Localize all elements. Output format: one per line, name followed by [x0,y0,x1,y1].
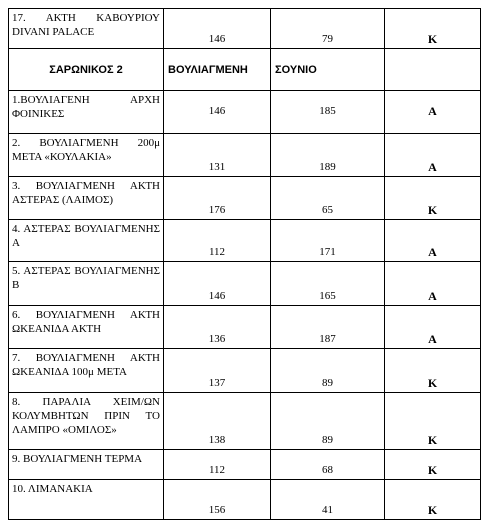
table-row [9,134,481,177]
beach-name: 10. ΛΙΜΑΝΑΚΙΑ [9,480,164,520]
quality-class: A [385,306,481,349]
table-row [9,220,481,262]
voulagmeni-value: 176 [164,177,271,220]
quality-class: A [385,134,481,177]
table-row [9,91,481,134]
sounio-value: 165 [271,262,385,306]
sounio-value: 171 [271,220,385,262]
beach-water-quality-table [8,8,481,520]
beach-name: 2. ΒΟΥΛΙΑΓΜΕΝΗ 200μ ΜΕΤΑ «ΚΟΥΛΑΚΙΑ» [9,134,164,177]
sounio-value: 65 [271,177,385,220]
sounio-value: 79 [271,9,385,49]
beach-name: 1.ΒΟΥΛΙΑΓΕΝΗ ΑΡΧΗ ΦΟΙΝΙΚΕΣ [9,91,164,134]
beach-name: 17. ΑΚΤΗ ΚΑΒΟΥΡΙΟΥ DIVANI PALACE [9,9,164,49]
quality-class: A [385,91,481,134]
sounio-value: 189 [271,134,385,177]
voulagmeni-value: 146 [164,9,271,49]
voulagmeni-value: 137 [164,349,271,393]
voulagmeni-value: 112 [164,450,271,480]
quality-class: K [385,450,481,480]
quality-class: K [385,9,481,49]
beach-name: 8. ΠΑΡΑΛΙΑ ΧΕΙΜ/ΩΝ ΚΟΛΥΜΒΗΤΩΝ ΠΡΙΝ ΤΟ ΛΑΜΠΡΟ «ΟΜΙΛΟΣ» [9,393,164,450]
table-row [9,480,481,520]
quality-class: K [385,393,481,450]
section-header-row [9,49,481,91]
section-title: ΣΑΡΩΝΙΚΟΣ 2 [9,49,164,91]
sounio-value: 68 [271,450,385,480]
quality-class: K [385,349,481,393]
quality-class: K [385,177,481,220]
beach-name: 3. ΒΟΥΛΙΑΓΜΕΝΗ ΑΚΤΗ ΑΣΤΕΡΑΣ (ΛΑΙΜΟΣ) [9,177,164,220]
beach-name: 4. ΑΣΤΕΡΑΣ ΒΟΥΛΙΑΓΜΕΝΗΣ Α [9,220,164,262]
quality-class: A [385,220,481,262]
voulagmeni-value: 136 [164,306,271,349]
voulagmeni-value: 146 [164,91,271,134]
voulagmeni-value: 156 [164,480,271,520]
table-row [9,450,481,480]
sounio-value: 41 [271,480,385,520]
table-row [9,177,481,220]
sounio-value: 185 [271,91,385,134]
quality-class: K [385,480,481,520]
table-row [9,9,481,49]
table-row [9,393,481,450]
voulagmeni-value: 146 [164,262,271,306]
column-header-voulagmeni: ΒΟΥΛΙΑΓΜΕΝΗ [164,49,271,91]
beach-name: 7. ΒΟΥΛΙΑΓΜΕΝΗ ΑΚΤΗ ΩΚΕΑΝΙΔΑ 100μ ΜΕΤΑ [9,349,164,393]
table-row [9,306,481,349]
column-header-class [385,49,481,91]
sounio-value: 89 [271,349,385,393]
quality-class: A [385,262,481,306]
beach-name: 5. ΑΣΤΕΡΑΣ ΒΟΥΛΙΑΓΜΕΝΗΣ Β [9,262,164,306]
voulagmeni-value: 131 [164,134,271,177]
beach-name: 9. ΒΟΥΛΙΑΓΜΕΝΗ ΤΕΡΜΑ [9,450,164,480]
sounio-value: 89 [271,393,385,450]
beach-name: 6. ΒΟΥΛΙΑΓΜΕΝΗ ΑΚΤΗ ΩΚΕΑΝΙΔΑ ΑΚΤΗ [9,306,164,349]
table-row [9,349,481,393]
voulagmeni-value: 138 [164,393,271,450]
voulagmeni-value: 112 [164,220,271,262]
sounio-value: 187 [271,306,385,349]
table-row [9,262,481,306]
column-header-sounio: ΣΟΥΝΙΟ [271,49,385,91]
